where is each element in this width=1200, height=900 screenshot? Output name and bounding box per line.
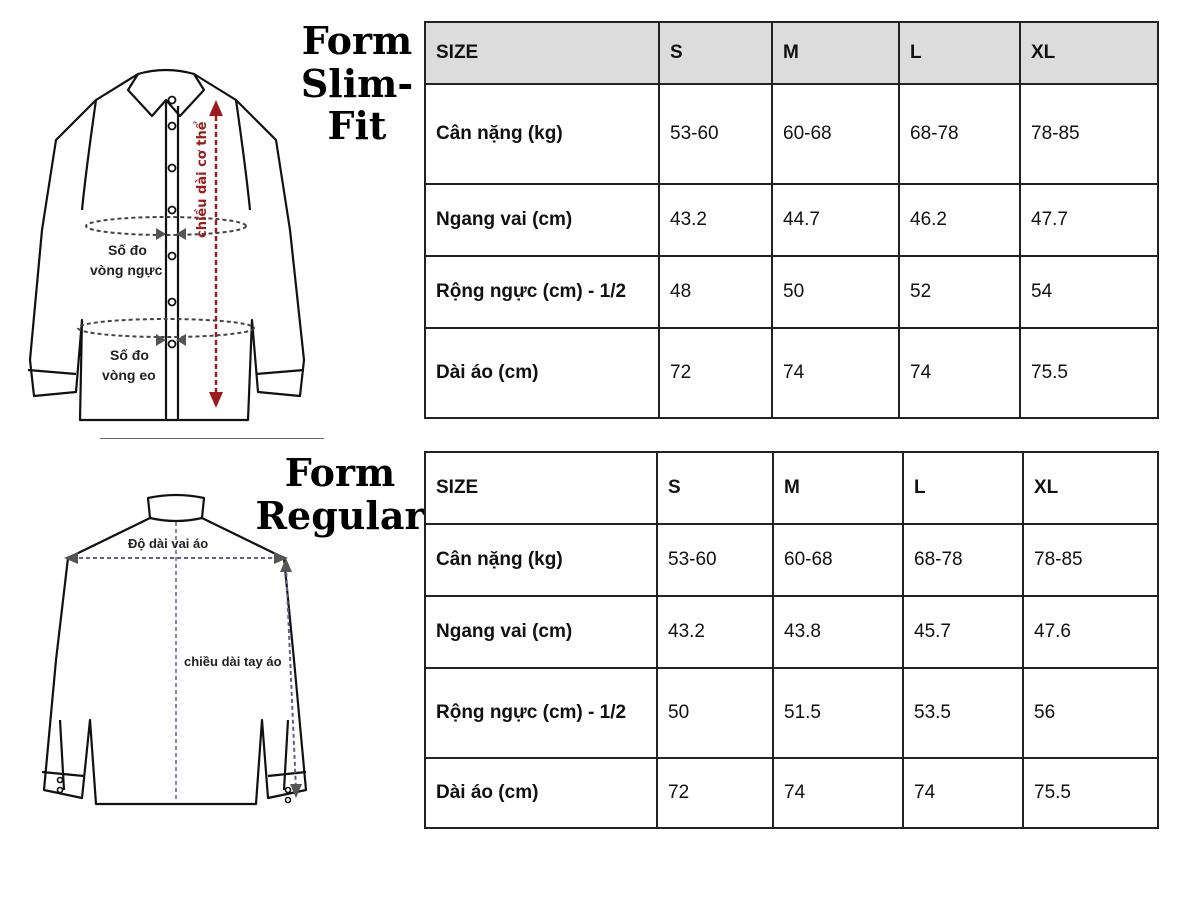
slim-title-line: Form (301, 18, 413, 63)
table-cell: 44.7 (772, 184, 899, 256)
header-cell: SIZE (425, 452, 657, 524)
shirt-front-drawing (20, 60, 310, 425)
table-cell: 52 (899, 256, 1020, 328)
row-label: Rộng ngực (cm) - 1/2 (425, 256, 659, 328)
table-cell: 56 (1023, 668, 1158, 758)
row-label: Cân nặng (kg) (425, 84, 659, 184)
table-cell: 43.8 (773, 596, 903, 668)
table-row (425, 256, 1158, 328)
slim-title-line: Slim- (300, 60, 414, 106)
header-cell: XL (1020, 22, 1158, 84)
table-cell: 60-68 (772, 84, 899, 184)
header-cell: L (903, 452, 1023, 524)
table-cell: 72 (657, 758, 773, 828)
shirt-back-drawing (38, 490, 313, 810)
table-row (425, 758, 1158, 828)
row-label: Ngang vai (cm) (425, 596, 657, 668)
table-cell: 68-78 (899, 84, 1020, 184)
table-header-row (425, 22, 1158, 84)
table-cell: 74 (772, 328, 899, 418)
table-cell: 50 (657, 668, 773, 758)
header-cell: M (773, 452, 903, 524)
table-cell: 47.6 (1023, 596, 1158, 668)
header-cell: XL (1023, 452, 1158, 524)
header-cell: S (657, 452, 773, 524)
table-cell: 47.7 (1020, 184, 1158, 256)
header-cell: M (772, 22, 899, 84)
slim-form-title (296, 20, 418, 148)
table-cell: 75.5 (1023, 758, 1158, 828)
regular-form-title (254, 452, 426, 537)
table-row (425, 328, 1158, 418)
regular-title-line: Form (284, 450, 396, 495)
table-cell: 75.5 (1020, 328, 1158, 418)
table-row (425, 596, 1158, 668)
table-cell: 60-68 (773, 524, 903, 596)
body-length-label: chiều dài cơ thể (195, 121, 210, 238)
chest-label-line1: Số đo (108, 242, 147, 258)
table-cell: 74 (899, 328, 1020, 418)
table-row (425, 184, 1158, 256)
table-row (425, 524, 1158, 596)
section-divider (100, 438, 324, 439)
table-cell: 54 (1020, 256, 1158, 328)
row-label: Dài áo (cm) (425, 328, 659, 418)
table-cell: 48 (659, 256, 772, 328)
row-label: Dài áo (cm) (425, 758, 657, 828)
row-label: Ngang vai (cm) (425, 184, 659, 256)
table-cell: 68-78 (903, 524, 1023, 596)
table-cell: 50 (772, 256, 899, 328)
slim-size-table (424, 21, 1159, 419)
table-cell: 43.2 (657, 596, 773, 668)
table-cell: 43.2 (659, 184, 772, 256)
table-header-row (425, 452, 1158, 524)
table-cell: 45.7 (903, 596, 1023, 668)
header-cell: S (659, 22, 772, 84)
row-label: Rộng ngực (cm) - 1/2 (425, 668, 657, 758)
table-cell: 46.2 (899, 184, 1020, 256)
slim-title-line: Fit (327, 103, 387, 149)
regular-size-table (424, 451, 1159, 829)
table-cell: 78-85 (1020, 84, 1158, 184)
waist-label-line2: vòng eo (102, 367, 156, 383)
table-cell: 53-60 (659, 84, 772, 184)
table-cell: 51.5 (773, 668, 903, 758)
table-cell: 74 (773, 758, 903, 828)
table-row (425, 84, 1158, 184)
chest-label-line2: vòng ngực (90, 262, 163, 278)
sleeve-label: chiều dài tay áo (184, 654, 282, 669)
table-cell: 74 (903, 758, 1023, 828)
table-cell: 78-85 (1023, 524, 1158, 596)
row-label: Cân nặng (kg) (425, 524, 657, 596)
table-cell: 72 (659, 328, 772, 418)
table-cell: 53-60 (657, 524, 773, 596)
shoulder-label: Độ dài vai áo (128, 536, 209, 551)
header-cell: L (899, 22, 1020, 84)
waist-label-line1: Số đo (110, 347, 149, 363)
header-cell: SIZE (425, 22, 659, 84)
table-row (425, 668, 1158, 758)
table-cell: 53.5 (903, 668, 1023, 758)
regular-title-line: Regular (255, 492, 425, 538)
